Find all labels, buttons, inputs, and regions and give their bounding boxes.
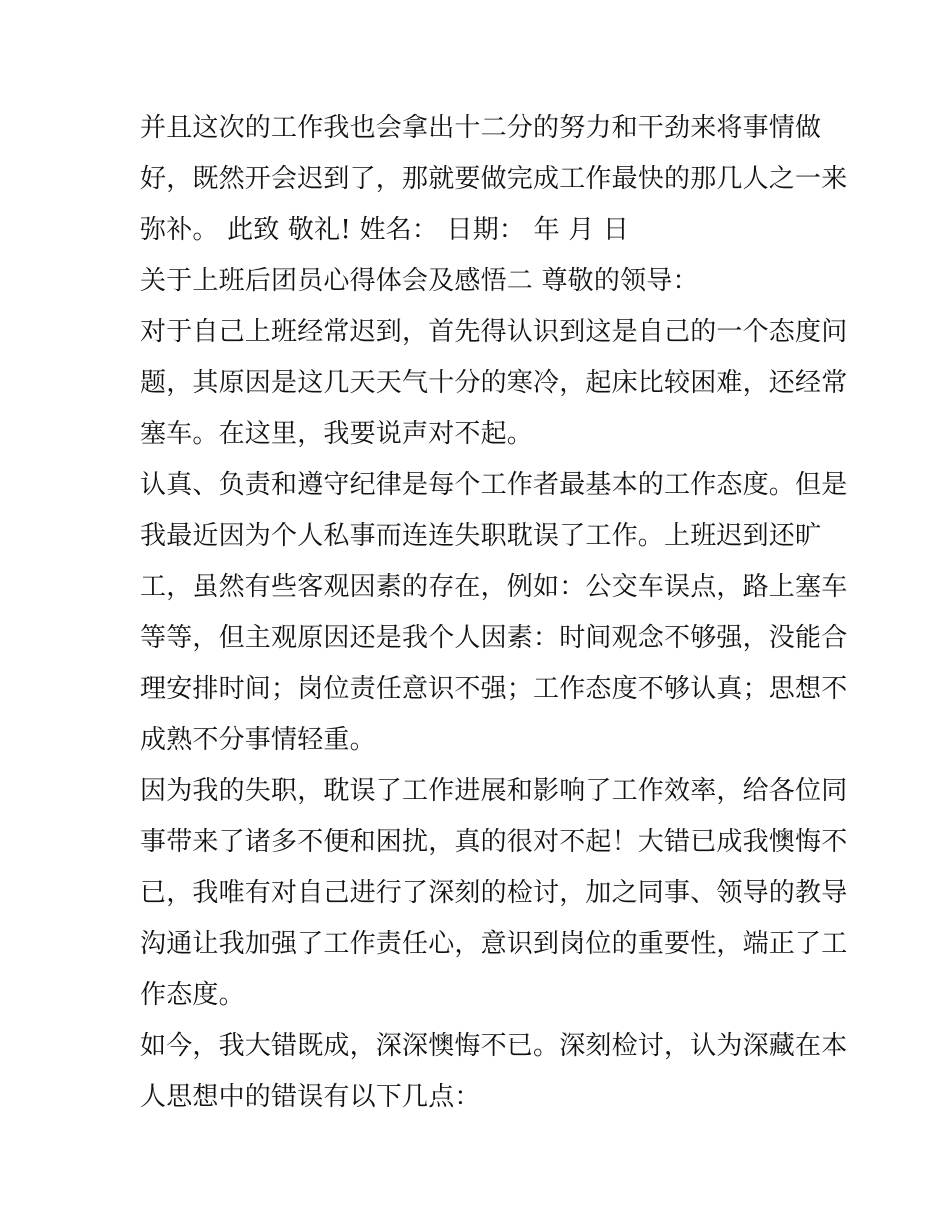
text-line: 弥补。 此致 敬礼! 姓名： 日期： 年 月 日 bbox=[140, 215, 630, 245]
document-body bbox=[140, 103, 848, 1123]
text-line: 好，既然开会迟到了，那就要做完成工作最快的那几人之一来 bbox=[140, 164, 848, 194]
section-heading: 关于上班后团员心得体会及感悟二 尊敬的领导： bbox=[140, 266, 699, 296]
text-line: 题，其原因是这几天天气十分的寒冷，起床比较困难，还经常 bbox=[140, 368, 848, 398]
text-line: 沟通让我加强了工作责任心，意识到岗位的重要性，端正了工 bbox=[140, 929, 848, 959]
text-line: 因为我的失职，耽误了工作进展和影响了工作效率，给各位同 bbox=[140, 776, 848, 806]
text-line: 并且这次的工作我也会拿出十二分的努力和干劲来将事情做 bbox=[140, 113, 822, 143]
text-line: 理安排时间；岗位责任意识不强；工作态度不够认真；思想不 bbox=[140, 674, 848, 704]
text-line: 事带来了诸多不便和困扰，真的很对不起！大错已成我懊悔不 bbox=[140, 827, 848, 857]
text-line: 我最近因为个人私事而连连失职耽误了工作。上班迟到还旷 bbox=[140, 521, 822, 551]
text-line: 已，我唯有对自己进行了深刻的检讨，加之同事、领导的教导 bbox=[140, 878, 848, 908]
text-line: 工，虽然有些客观因素的存在，例如：公交车误点，路上塞车 bbox=[140, 572, 848, 602]
text-line: 对于自己上班经常迟到，首先得认识到这是自己的一个态度问 bbox=[140, 317, 848, 347]
text-line: 认真、负责和遵守纪律是每个工作者最基本的工作态度。但是 bbox=[140, 470, 848, 500]
text-line: 人思想中的错误有以下几点： bbox=[140, 1082, 481, 1112]
text-line: 如今，我大错既成，深深懊悔不已。深刻检讨，认为深藏在本 bbox=[140, 1031, 848, 1061]
text-line: 成熟不分事情轻重。 bbox=[140, 725, 376, 755]
text-line: 作态度。 bbox=[140, 980, 245, 1010]
text-line: 塞车。在这里，我要说声对不起。 bbox=[140, 419, 534, 449]
text-line: 等等，但主观原因还是我个人因素：时间观念不够强，没能合 bbox=[140, 623, 848, 653]
